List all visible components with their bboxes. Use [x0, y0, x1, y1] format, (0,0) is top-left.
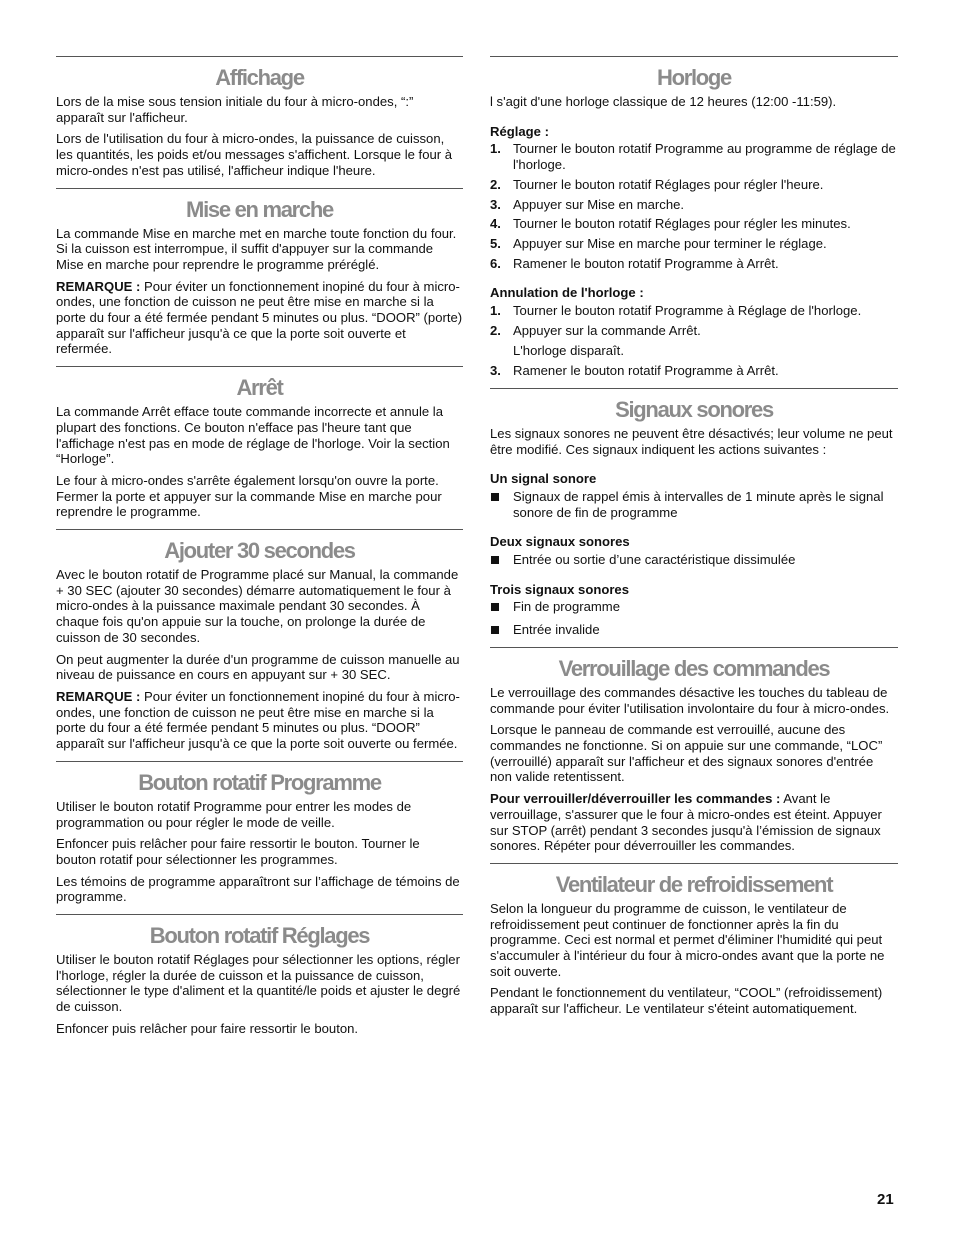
note-paragraph [56, 279, 463, 358]
paragraph: La commande Arrêt efface toute commande incorrecte et annule la plupart des fonctions. Ce bouton n'efface pas l'heure tant que l'affichage n'est pas en mode de réglage de l'horloge. Voir la section “Horloge”. [56, 404, 450, 467]
section-horloge [490, 56, 898, 379]
paragraph: l s'agit d'une horloge classique de 12 heures (12:00 -11:59). [490, 94, 837, 109]
step-number: 1. [490, 141, 501, 157]
list-item [490, 303, 898, 319]
section-mise-en-marche [56, 188, 463, 358]
paragraph [490, 791, 898, 854]
step-number: 1. [490, 303, 501, 319]
step-text: Ramener le bouton rotatif Programme à Arrêt. [513, 255, 779, 271]
step-text: Appuyer sur Mise en marche pour terminer le réglage. [513, 235, 827, 251]
step-text: Tourner le bouton rotatif Réglages pour régler l'heure. [513, 176, 824, 192]
section-title-affichage: Affichage [215, 65, 304, 90]
step-number: 3. [490, 363, 501, 379]
reglage-steps-list [490, 141, 898, 271]
paragraph: Lors de l'utilisation du four à micro-ondes, la puissance de cuisson, les quantités, les poids et/ou messages s'affichent. Lorsque le four à micro-ondes n'est pas utilisé, l'afficheur indique l'heure. [56, 131, 453, 178]
list-item [490, 489, 898, 520]
step-text: Tourner le bouton rotatif Réglages pour régler les minutes. [513, 216, 851, 232]
list-item [490, 177, 898, 193]
list-item-text: Signaux de rappel émis à intervalles de 1 minute après le signal sonore de fin de programme [513, 488, 884, 520]
left-column [56, 56, 463, 1043]
section-ventilateur-de-refroidissement [490, 863, 898, 1017]
paragraph: On peut augmenter la durée d'un programme de cuisson manuelle au niveau de puissance en cours en appuyant sur + 30 SEC. [56, 651, 460, 683]
step-number: 2. [490, 322, 501, 338]
paragraph: Utiliser le bouton rotatif Programme pour entrer les modes de programmation ou pour régler le mode de veille. [56, 798, 412, 830]
list-item [490, 622, 898, 638]
subheading-reglage: Réglage : [490, 123, 549, 139]
list-item [490, 323, 898, 359]
paragraph: Enfoncer puis relâcher pour faire ressortir le bouton. Tourner le bouton rotatif pour sélectionner les programmes. [56, 836, 420, 867]
list-item-text: Fin de programme [513, 599, 620, 615]
section-bouton-rotatif-programme [56, 761, 463, 905]
note-label: REMARQUE : [56, 688, 141, 704]
list-item [490, 256, 898, 272]
page-number: 21 [877, 1191, 894, 1208]
square-bullet-icon [491, 556, 499, 564]
step-text: Appuyer sur la commande Arrêt. [513, 322, 701, 338]
subheading-deux-signaux: Deux signaux sonores [490, 534, 630, 550]
right-column [490, 56, 898, 1023]
step-text: Tourner le bouton rotatif Programme à Réglage de l'horloge. [513, 303, 862, 319]
paragraph: Le verrouillage des commandes désactive les touches du tableau de commande pour éviter l'utilisation involontaire du four à micro-ondes. [490, 684, 890, 716]
un-signal-list [490, 489, 898, 520]
section-title-ventilateur: Ventilateur de refroidissement [555, 871, 833, 897]
section-title-mise-en-marche: Mise en marche [186, 196, 333, 222]
note-paragraph [56, 689, 463, 752]
note-text: Pour éviter un fonctionnement inopiné du four à micro-ondes, une fonction de cuisson ne peut être mise en marche si la porte du four a été fermée pendant 5 minutes ou plus. “DOOR” apparaît sur l'afficheur jusqu'à ce que la porte soit ouverte ou fermée. [56, 688, 460, 752]
square-bullet-icon [491, 493, 499, 501]
square-bullet-icon [491, 603, 499, 611]
subheading-un-signal: Un signal sonore [490, 471, 597, 487]
section-bouton-rotatif-reglages [56, 914, 463, 1037]
bold-lead-in: Pour verrouiller/déverrouiller les commandes : [490, 791, 781, 807]
step-number: 2. [490, 176, 501, 192]
paragraph: Utiliser le bouton rotatif Réglages pour sélectionner les options, régler l'horloge, régler la durée de cuisson et la puissance de cuisson, sélectionner le type d'aliment et la quantité/le poids et ajuster le degré de cuisson. [56, 952, 461, 1015]
section-title-verrouillage: Verrouillage des commandes [558, 655, 830, 681]
square-bullet-icon [491, 626, 499, 634]
section-affichage [56, 56, 463, 179]
section-title-bouton-rotatif-programme: Bouton rotatif Programme [138, 769, 381, 795]
annulation-steps-list [490, 303, 898, 379]
step-number: 3. [490, 196, 501, 212]
paragraph: La commande Mise en marche met en marche toute fonction du four. Si la cuisson est interrompue, il suffit d'appuyer sur la commande Mise en marche pour reprendre le programme préréglé. [56, 225, 457, 272]
section-title-bouton-rotatif-reglages: Bouton rotatif Réglages [149, 923, 370, 949]
section-arret [56, 366, 463, 520]
section-signaux-sonores [490, 388, 898, 638]
subheading-annulation: Annulation de l'horloge : [490, 285, 644, 301]
list-item [490, 599, 898, 615]
list-item-text: Entrée ou sortie d’une caractéristique dissimulée [513, 552, 796, 568]
step-text: Appuyer sur Mise en marche. [513, 196, 685, 212]
section-verrouillage-des-commandes [490, 647, 898, 854]
paragraph: Les témoins de programme apparaîtront sur l’affichage de témoins de programme. [56, 873, 460, 905]
list-item [490, 141, 898, 172]
section-title-arret: Arrêt [236, 375, 283, 401]
step-note: L'horloge disparaît. [513, 343, 624, 359]
note-label: REMARQUE : [56, 278, 141, 294]
paragraph: Pendant le fonctionnement du ventilateur, “COOL” (refroidissement) apparaît sur l'afficheur. Le ventilateur s'éteint automatiquement. [490, 985, 883, 1017]
paragraph: Lors de la mise sous tension initiale du four à micro-ondes, “:” apparaît sur l'afficheur. [56, 94, 414, 125]
section-title-signaux-sonores: Signaux sonores [615, 396, 773, 422]
list-item-text: Entrée invalide [513, 622, 600, 638]
note-text: Pour éviter un fonctionnement inopiné du four à micro-ondes, une fonction de cuisson ne peut être mise en marche si la porte du four a été fermée pendant 5 minutes ou plus. “DOOR” (porte) apparaît sur l'afficheur jusqu'à ce que la porte soit ouverte et refermée. [56, 278, 463, 357]
step-number: 5. [490, 235, 501, 251]
paragraph: Le four à micro-ondes s'arrête également lorsqu'on ouvre la porte. Fermer la porte et appuyer sur la commande Mise en marche pour reprendre le programme. [56, 472, 442, 520]
section-title-ajouter-30-secondes: Ajouter 30 secondes [164, 538, 355, 564]
list-item [490, 363, 898, 379]
list-item [490, 236, 898, 252]
list-item [490, 216, 898, 232]
paragraph: Avec le bouton rotatif de Programme placé sur Manual, la commande + 30 SEC (ajouter 30 secondes) démarre automatiquement le four à micro-ondes à la puissance maximale pendant 30 secondes. À chaque fois qu'on appuie sur la touche, on prolonge la durée de cuisson de 30 secondes. [56, 567, 459, 645]
section-title-horloge: Horloge [656, 65, 731, 90]
list-item [490, 197, 898, 213]
step-number: 6. [490, 255, 501, 271]
list-item [490, 552, 898, 568]
paragraph: Selon la longueur du programme de cuisson, le ventilateur de refroidissement peut continuer de fonctionner après la fin du programme. Ceci est normal et permet d'éliminer l'humidité qui peut s'accumuler à l'intérieur du four à micro-ondes avant que la porte ne soit ouverte. [490, 900, 885, 979]
deux-signaux-list [490, 552, 898, 568]
section-ajouter-30-secondes [56, 529, 463, 752]
paragraph-text: Avant le verrouillage, s'assurer que le four à micro-ondes est éteint. Appuyer sur STOP (arrêt) pendant 3 secondes jusqu'à l’émission de signaux sonores. Répéter pour déverrouiller les commandes. [490, 791, 882, 854]
step-text: Ramener le bouton rotatif Programme à Arrêt. [513, 363, 779, 379]
step-number: 4. [490, 216, 501, 232]
subheading-trois-signaux: Trois signaux sonores [490, 581, 629, 597]
paragraph: Les signaux sonores ne peuvent être désactivés; leur volume ne peut être modifié. Ces signaux indiquent les actions suivantes : [490, 425, 893, 457]
paragraph: Lorsque le panneau de commande est verrouillé, aucune des commandes ne fonctionne. Si on appuie sur une commande, “LOC” (verrouillé) apparaît sur l'afficheur et des signaux sonores d'entrée non valide retentissent. [490, 722, 883, 785]
paragraph: Enfoncer puis relâcher pour faire ressortir le bouton. [56, 1020, 359, 1036]
trois-signaux-list [490, 599, 898, 637]
step-text: Tourner le bouton rotatif Programme au programme de réglage de l'horloge. [513, 141, 896, 173]
